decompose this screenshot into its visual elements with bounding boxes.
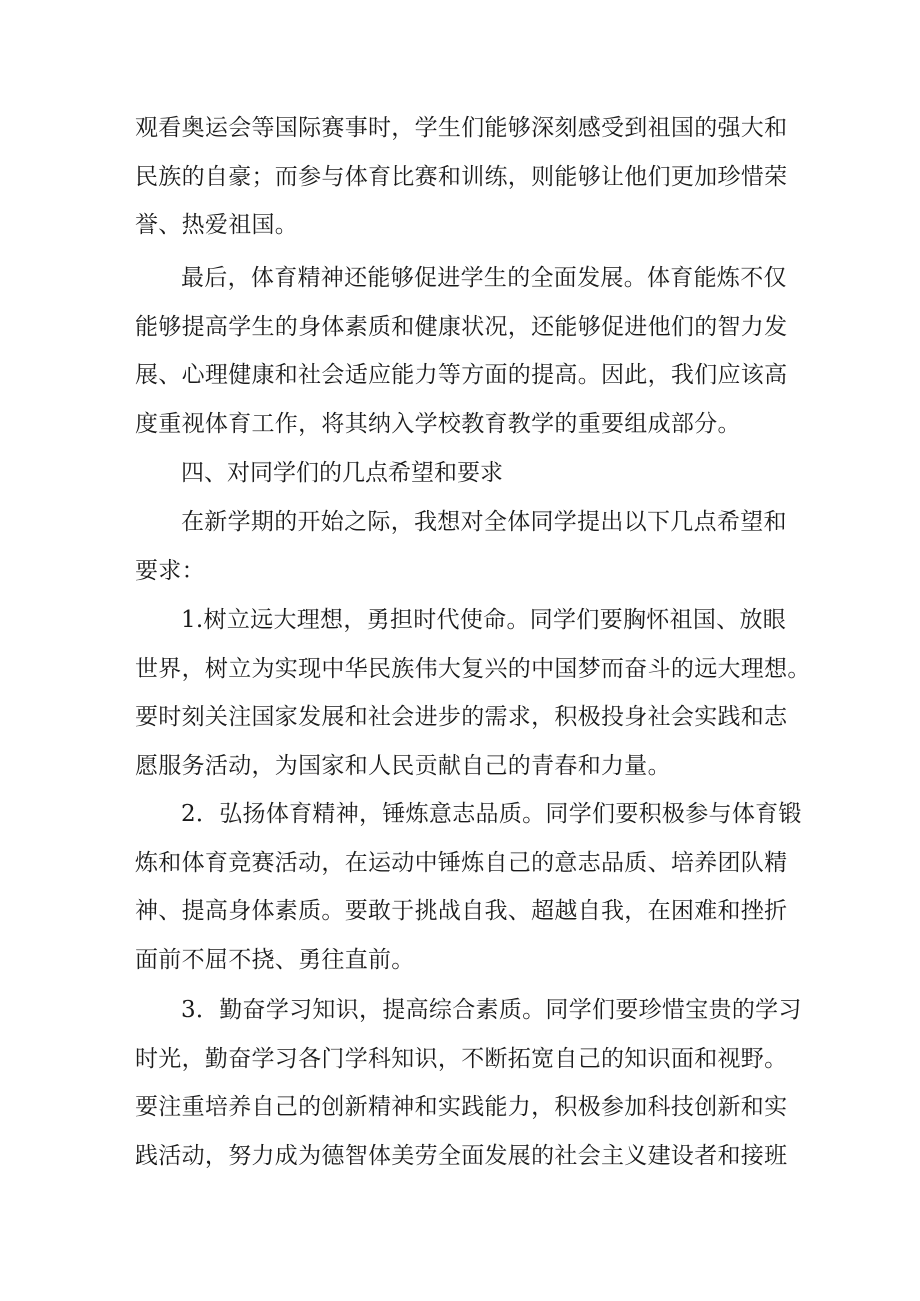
text-line: 1.树立远大理想，勇担时代使命。同学们要胸怀祖国、放眼 — [181, 607, 787, 633]
paragraph-6 — [135, 986, 802, 1180]
text-line: 要求： — [135, 557, 205, 584]
text-line: 践活动，努力成为德智体美劳全面发展的社会主义建设者和接班 — [135, 1142, 788, 1169]
paragraph-2 — [135, 254, 795, 448]
text-line: 能够提高学生的身体素质和健康状况，还能够促进他们的智力发 — [135, 313, 788, 340]
text-line: 在新学期的开始之际，我想对全体同学提出以下几点希望和 — [181, 509, 787, 535]
text-line: 展、心理健康和社会适应能力等方面的提高。因此，我们应该高 — [135, 362, 788, 388]
text-line: 观看奥运会等国际赛事时，学生们能够深刻感受到祖国的强大和 — [135, 115, 788, 141]
text-line: 民族的自豪；而参与体育比赛和训练，则能够让他们更加珍惜荣 — [135, 163, 788, 190]
text-line: 最后，体育精神还能够促进学生的全面发展。体育能炼不仅 — [181, 265, 787, 291]
text-line: 时光，勤奋学习各门学科知识，不断拓宽自己的知识面和视野。 — [135, 1045, 788, 1072]
text-line: 3．勤奋学习知识，提高综合素质。同学们要珍惜宝贵的学习 — [181, 997, 802, 1023]
paragraph-3 — [135, 498, 795, 595]
text-line: 愿服务活动，为国家和人民贡献自己的青春和力量。 — [135, 752, 671, 779]
paragraph-4 — [135, 596, 811, 790]
text-line: 要注重培养自己的创新精神和实践能力，积极参加科技创新和实 — [135, 1094, 788, 1120]
section-heading: 四、对同学们的几点希望和要求 — [181, 460, 503, 486]
text-line: 面前不屈不挠、勇往直前。 — [135, 946, 415, 973]
text-line: 世界，树立为实现中华民族伟大复兴的中国梦而奋斗的远大理想。 — [135, 655, 811, 682]
text-line: 度重视体育工作，将其纳入学校教育教学的重要组成部分。 — [135, 410, 741, 437]
text-line: 神、提高身体素质。要敢于挑战自我、超越自我，在困难和挫折 — [135, 898, 788, 924]
text-line: 炼和体育竞赛活动，在运动中锤炼自己的意志品质、培养团队精 — [135, 849, 788, 876]
paragraph-5 — [135, 790, 802, 984]
text-line: 2．弘扬体育精神，锤炼意志品质。同学们要积极参与体育锻 — [181, 801, 802, 827]
text-line: 要时刻关注国家发展和社会进步的需求，积极投身社会实践和志 — [135, 704, 788, 730]
paragraph-1 — [135, 104, 795, 250]
text-line: 誉、热爱祖国。 — [135, 212, 299, 238]
